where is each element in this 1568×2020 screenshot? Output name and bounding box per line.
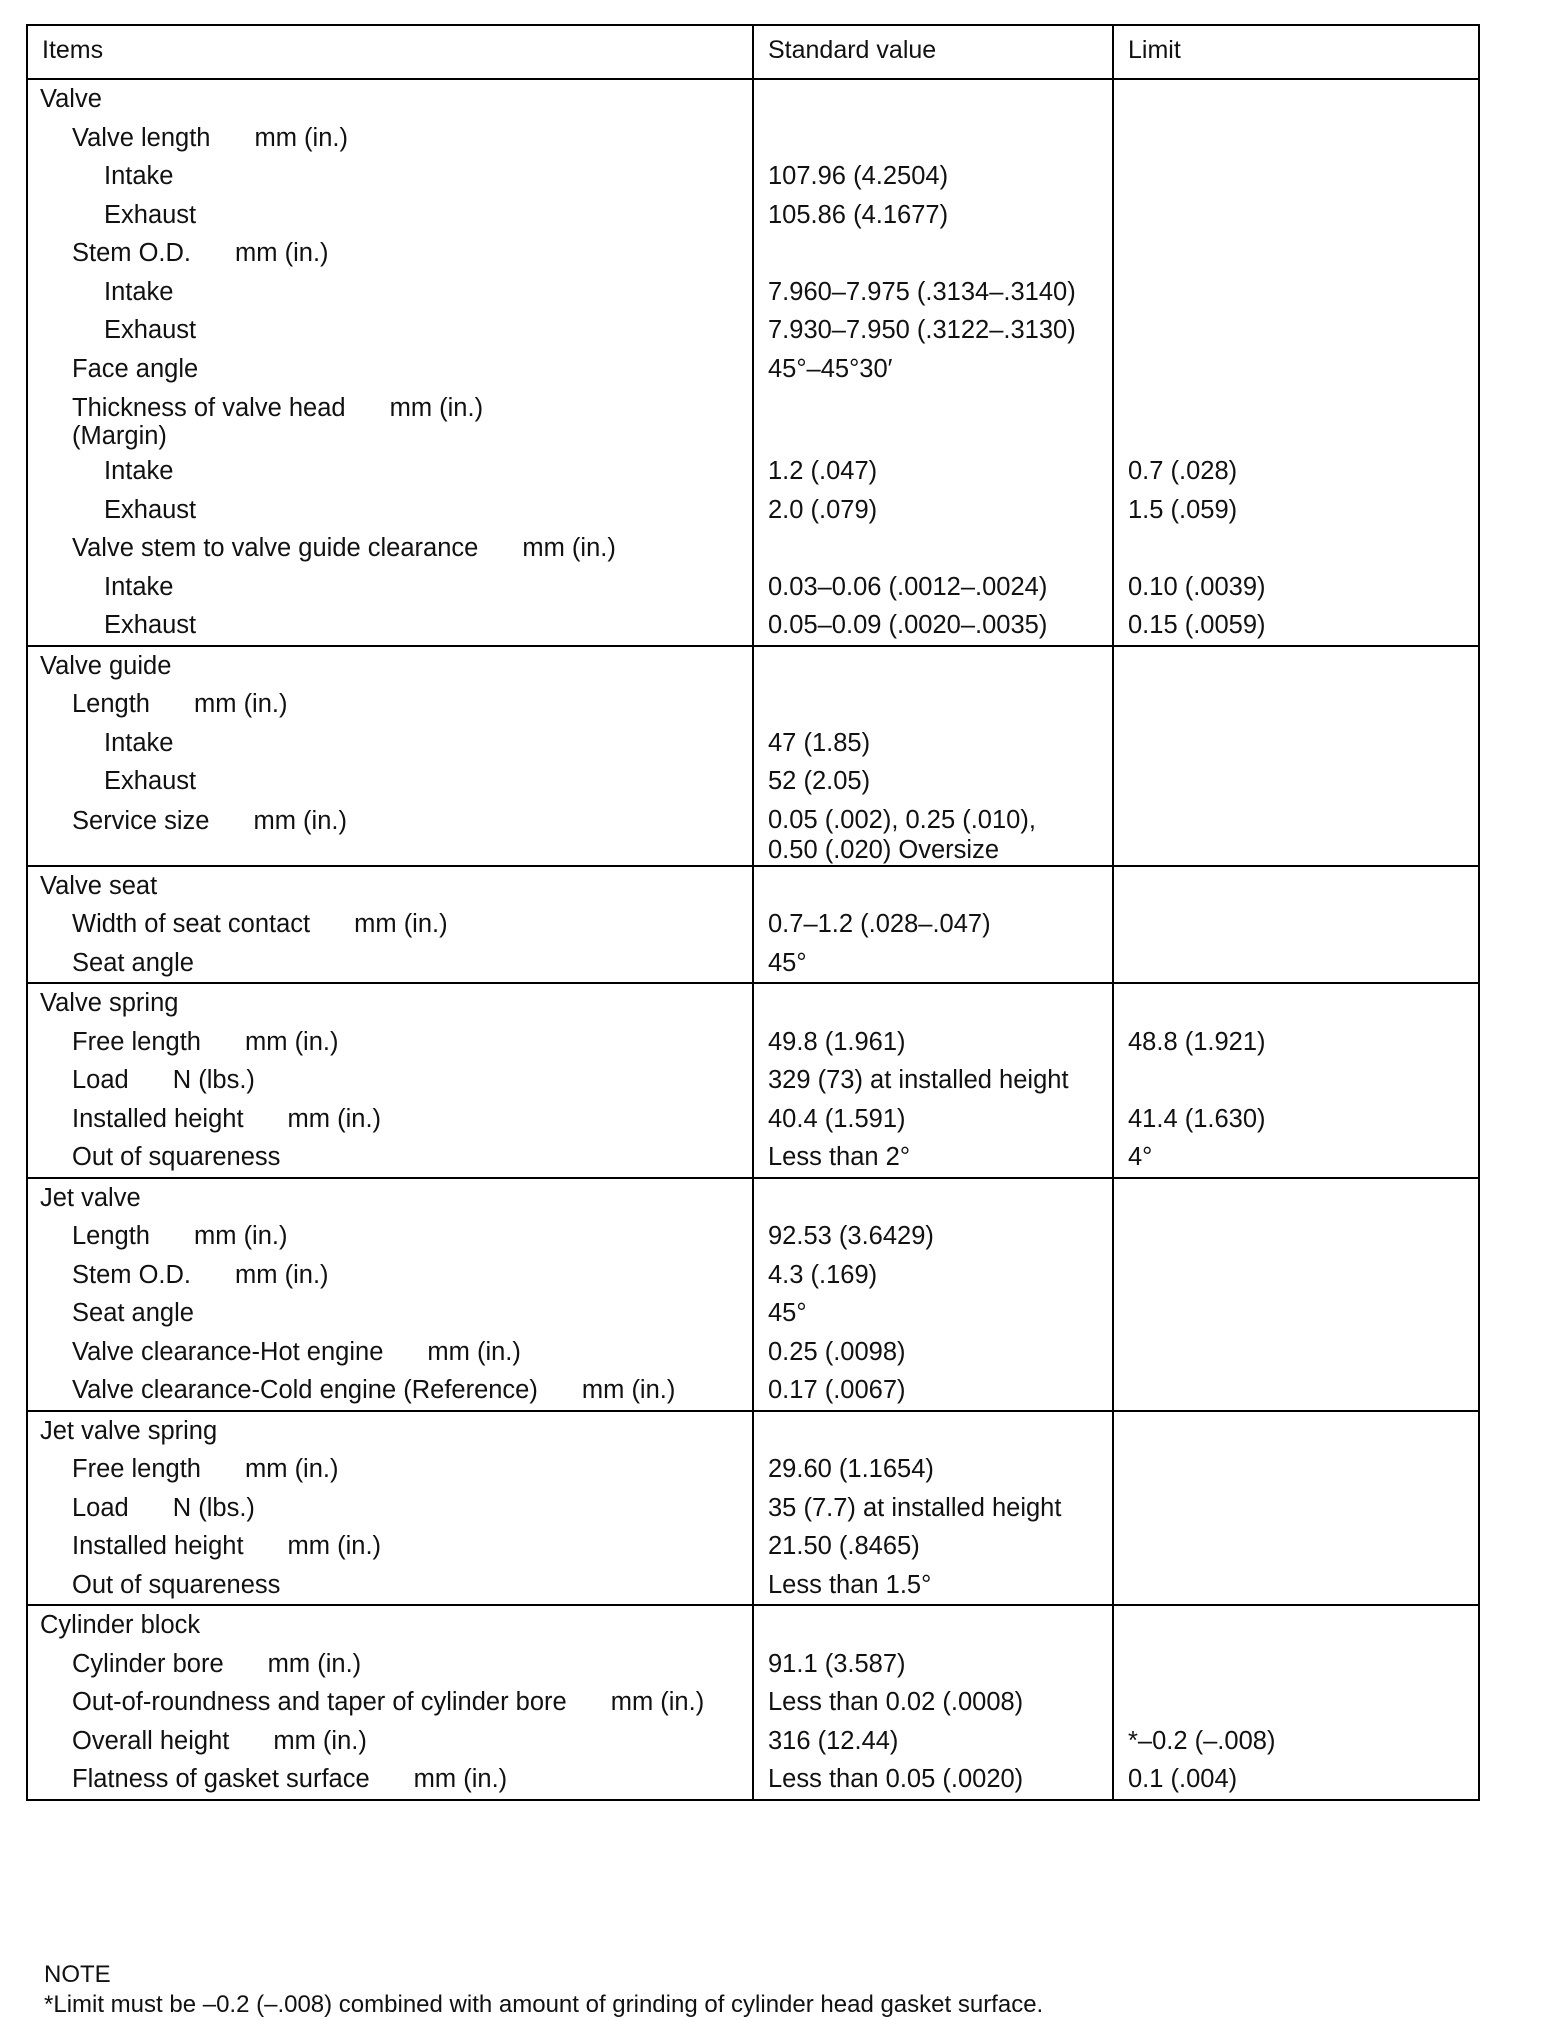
item-name: Intake bbox=[104, 572, 174, 601]
item-name: Valve clearance-Hot engine bbox=[72, 1337, 384, 1366]
item-label bbox=[28, 1100, 752, 1139]
limit-value bbox=[1114, 724, 1478, 763]
standard-value: 35 (7.7) at installed height bbox=[768, 1493, 1062, 1522]
limit-cell bbox=[1113, 646, 1479, 866]
item-name: Installed height bbox=[72, 1104, 244, 1133]
item-label bbox=[28, 1527, 752, 1566]
items-cell bbox=[27, 1411, 753, 1606]
item-unit: mm (in.) bbox=[235, 239, 329, 267]
standard-value: 92.53 (3.6429) bbox=[768, 1222, 934, 1250]
header-row bbox=[27, 25, 1479, 79]
item-name: Exhaust bbox=[104, 611, 197, 639]
limit-value bbox=[1114, 388, 1478, 452]
limit-cell bbox=[1113, 1178, 1479, 1411]
item-name: Intake bbox=[104, 457, 174, 485]
item-unit: mm (in.) bbox=[413, 1765, 508, 1793]
limit-value: 1.5 (.059) bbox=[1128, 495, 1238, 524]
standard-value-cell bbox=[753, 79, 1113, 646]
standard-value: 0.7–1.2 (.028–.047) bbox=[768, 910, 991, 938]
limit-value bbox=[1114, 905, 1478, 944]
item-label bbox=[28, 273, 752, 312]
item-name: Stem O.D. bbox=[72, 239, 192, 267]
limit-value bbox=[1114, 1256, 1478, 1295]
item-name: Out of squareness bbox=[72, 1143, 281, 1171]
limit-value bbox=[1114, 350, 1478, 389]
section-cylinder-block bbox=[27, 1605, 1479, 1800]
blank-line bbox=[754, 1412, 1112, 1451]
limit-value: 0.10 (.0039) bbox=[1128, 572, 1266, 601]
items-cell bbox=[27, 79, 753, 646]
section-jet-valve bbox=[27, 1178, 1479, 1411]
limit-value: 0.15 (.0059) bbox=[1128, 611, 1266, 639]
items-cell bbox=[27, 1178, 753, 1411]
standard-value: 0.05–0.09 (.0020–.0035) bbox=[768, 611, 1048, 639]
standard-value: 0.25 (.0098) bbox=[768, 1337, 906, 1366]
item-unit: N (lbs.) bbox=[172, 1493, 255, 1522]
limit-value: 4° bbox=[1128, 1143, 1153, 1171]
header-items: Items bbox=[27, 25, 753, 79]
limit-cell bbox=[1113, 79, 1479, 646]
header-limit: Limit bbox=[1113, 25, 1479, 79]
item-name: Thickness of valve head bbox=[72, 394, 346, 422]
item-unit: mm (in.) bbox=[522, 534, 616, 562]
limit-value bbox=[1114, 1294, 1478, 1333]
section-title: Valve guide bbox=[40, 651, 172, 680]
standard-value-line: 0.50 (.020) Oversize bbox=[768, 835, 1000, 864]
limit-value: 0.7 (.028) bbox=[1128, 457, 1238, 485]
section-jet-valve-spring bbox=[27, 1411, 1479, 1606]
item-name: Exhaust bbox=[104, 767, 197, 795]
blank-line bbox=[754, 647, 1112, 686]
blank-line bbox=[754, 984, 1112, 1023]
item-name: Service size bbox=[72, 806, 210, 835]
item-name: Installed height bbox=[72, 1532, 244, 1560]
item-name: Intake bbox=[104, 728, 174, 757]
limit-value bbox=[1114, 801, 1478, 865]
section-title: Valve bbox=[40, 85, 102, 113]
item-label bbox=[28, 685, 752, 724]
standard-value: 329 (73) at installed height bbox=[768, 1066, 1069, 1094]
item-name: Load bbox=[72, 1493, 129, 1522]
item-label bbox=[28, 1294, 752, 1333]
standard-value bbox=[754, 234, 1112, 273]
standard-value: 52 (2.05) bbox=[768, 767, 871, 795]
standard-value bbox=[754, 801, 1112, 865]
standard-value-cell bbox=[753, 1411, 1113, 1606]
section-valve bbox=[27, 79, 1479, 646]
item-label bbox=[28, 388, 752, 452]
limit-cell bbox=[1113, 866, 1479, 984]
item-unit: mm (in.) bbox=[267, 1649, 362, 1678]
item-unit: mm (in.) bbox=[273, 1726, 367, 1755]
standard-value: 21.50 (.8465) bbox=[768, 1532, 920, 1560]
item-name: Exhaust bbox=[104, 495, 197, 524]
item-label bbox=[28, 1722, 752, 1761]
standard-value: Less than 0.02 (.0008) bbox=[768, 1688, 1024, 1716]
footnote bbox=[44, 1960, 1043, 2020]
section-valve-spring bbox=[27, 983, 1479, 1178]
standard-value: Less than 2° bbox=[768, 1143, 911, 1171]
item-unit: mm (in.) bbox=[287, 1104, 382, 1133]
limit-cell bbox=[1113, 1411, 1479, 1606]
item-unit: N (lbs.) bbox=[172, 1066, 255, 1094]
limit-value bbox=[1114, 1450, 1478, 1489]
standard-value bbox=[754, 685, 1112, 724]
limit-value bbox=[1114, 1489, 1478, 1528]
spec-table bbox=[26, 24, 1480, 1801]
limit-value bbox=[1114, 234, 1478, 273]
item-label bbox=[28, 1023, 752, 1062]
item-label bbox=[28, 762, 752, 801]
standard-value: 7.960–7.975 (.3134–.3140) bbox=[768, 277, 1076, 306]
limit-value: 48.8 (1.921) bbox=[1128, 1027, 1266, 1056]
item-unit: mm (in.) bbox=[194, 690, 288, 718]
standard-value-cell bbox=[753, 983, 1113, 1178]
item-name: Free length bbox=[72, 1455, 201, 1483]
limit-value: *–0.2 (–.008) bbox=[1128, 1726, 1276, 1755]
section-valve-guide bbox=[27, 646, 1479, 866]
item-label bbox=[28, 311, 752, 350]
standard-value: 45° bbox=[768, 1299, 807, 1327]
limit-value bbox=[1114, 944, 1478, 983]
item-label bbox=[28, 350, 752, 389]
item-name: Overall height bbox=[72, 1726, 230, 1755]
item-unit: mm (in.) bbox=[194, 1222, 288, 1250]
section-title: Jet valve spring bbox=[40, 1416, 218, 1445]
standard-value: 0.17 (.0067) bbox=[768, 1376, 906, 1404]
standard-value: 40.4 (1.591) bbox=[768, 1104, 906, 1133]
blank-line bbox=[754, 1606, 1112, 1645]
header-standard-value: Standard value bbox=[753, 25, 1113, 79]
items-cell bbox=[27, 983, 753, 1178]
limit-value bbox=[1114, 762, 1478, 801]
item-name: Cylinder bore bbox=[72, 1649, 224, 1678]
limit-value bbox=[1114, 196, 1478, 235]
item-name: Intake bbox=[104, 162, 174, 190]
blank-line bbox=[1114, 80, 1478, 119]
limit-value bbox=[1114, 529, 1478, 568]
item-name: Length bbox=[72, 690, 150, 718]
limit-value bbox=[1114, 311, 1478, 350]
standard-value: 49.8 (1.961) bbox=[768, 1027, 906, 1056]
item-label bbox=[28, 1138, 752, 1177]
item-name: Intake bbox=[104, 277, 174, 306]
blank-line bbox=[754, 867, 1112, 906]
item-label bbox=[28, 119, 752, 158]
limit-value bbox=[1114, 157, 1478, 196]
item-label bbox=[28, 1256, 752, 1295]
blank-line bbox=[1114, 1179, 1478, 1218]
limit-value bbox=[1114, 1527, 1478, 1566]
item-name: Out-of-roundness and taper of cylinder bore bbox=[72, 1688, 567, 1716]
limit-value bbox=[1114, 119, 1478, 158]
item-label bbox=[28, 196, 752, 235]
limit-cell bbox=[1113, 1605, 1479, 1800]
blank-line bbox=[1114, 1412, 1478, 1451]
section-title: Cylinder block bbox=[40, 1611, 201, 1639]
limit-value bbox=[1114, 1061, 1478, 1100]
item-label bbox=[28, 157, 752, 196]
standard-value: 1.2 (.047) bbox=[768, 457, 878, 485]
limit-value: 41.4 (1.630) bbox=[1128, 1104, 1266, 1133]
item-label bbox=[28, 1645, 752, 1684]
blank-line bbox=[754, 80, 1112, 119]
item-label bbox=[28, 1371, 752, 1410]
standard-value: 107.96 (4.2504) bbox=[768, 162, 949, 190]
item-label bbox=[28, 905, 752, 944]
items-cell bbox=[27, 866, 753, 984]
item-label bbox=[28, 452, 752, 491]
section-title: Jet valve bbox=[40, 1183, 141, 1212]
item-name: Flatness of gasket surface bbox=[72, 1765, 370, 1793]
item-name: Valve length bbox=[72, 123, 211, 152]
blank-line bbox=[754, 1179, 1112, 1218]
standard-value: Less than 0.05 (.0020) bbox=[768, 1765, 1024, 1793]
section-title: Valve seat bbox=[40, 871, 158, 900]
item-name: Seat angle bbox=[72, 1299, 194, 1327]
item-name: Exhaust bbox=[104, 316, 197, 344]
blank-line bbox=[1114, 867, 1478, 906]
item-unit: mm (in.) bbox=[581, 1376, 676, 1404]
item-unit: mm (in.) bbox=[235, 1260, 329, 1289]
item-name: Valve clearance-Cold engine (Reference) bbox=[72, 1376, 538, 1404]
item-label bbox=[28, 234, 752, 273]
item-label bbox=[28, 529, 752, 568]
item-name: Out of squareness bbox=[72, 1570, 281, 1599]
item-label bbox=[28, 724, 752, 763]
standard-value: 47 (1.85) bbox=[768, 728, 871, 757]
item-unit: mm (in.) bbox=[427, 1337, 521, 1366]
item-unit: mm (in.) bbox=[254, 123, 348, 152]
item-label bbox=[28, 1333, 752, 1372]
standard-value bbox=[754, 119, 1112, 158]
standard-value: 105.86 (4.1677) bbox=[768, 200, 949, 229]
standard-value-cell bbox=[753, 646, 1113, 866]
standard-value: 45° bbox=[768, 948, 807, 977]
standard-value: 7.930–7.950 (.3122–.3130) bbox=[768, 316, 1076, 344]
section-title: Valve spring bbox=[40, 989, 179, 1017]
item-name: Stem O.D. bbox=[72, 1260, 192, 1289]
item-label bbox=[28, 1683, 752, 1722]
note-title: NOTE bbox=[44, 1961, 111, 1988]
standard-value-cell bbox=[753, 866, 1113, 984]
limit-value bbox=[1114, 1683, 1478, 1722]
standard-value bbox=[754, 529, 1112, 568]
blank-line bbox=[1114, 1606, 1478, 1645]
item-label bbox=[28, 1489, 752, 1528]
item-label bbox=[28, 1450, 752, 1489]
standard-value: 0.03–0.06 (.0012–.0024) bbox=[768, 572, 1048, 601]
limit-value bbox=[1114, 1333, 1478, 1372]
item-name: Exhaust bbox=[104, 200, 197, 229]
items-cell bbox=[27, 1605, 753, 1800]
item-name: Load bbox=[72, 1066, 129, 1094]
blank-line bbox=[1114, 647, 1478, 686]
item-name: Width of seat contact bbox=[72, 910, 311, 938]
standard-value: 4.3 (.169) bbox=[768, 1260, 878, 1289]
item-name: Length bbox=[72, 1222, 150, 1250]
limit-value bbox=[1114, 1371, 1478, 1410]
note-text: *Limit must be –0.2 (–.008) combined with amount of grinding of cylinder head gasket surface. bbox=[44, 1991, 1044, 2018]
item-label bbox=[28, 944, 752, 983]
item-label bbox=[28, 1566, 752, 1605]
limit-value bbox=[1114, 1645, 1478, 1684]
standard-value-cell bbox=[753, 1178, 1113, 1411]
standard-value: 316 (12.44) bbox=[768, 1726, 899, 1755]
item-label bbox=[28, 491, 752, 530]
blank-line bbox=[1114, 984, 1478, 1023]
standard-value: 2.0 (.079) bbox=[768, 495, 878, 524]
limit-value bbox=[1114, 273, 1478, 312]
item-label bbox=[28, 568, 752, 607]
item-label bbox=[28, 801, 752, 865]
items-cell bbox=[27, 646, 753, 866]
standard-value-cell bbox=[753, 1605, 1113, 1800]
limit-value: 0.1 (.004) bbox=[1128, 1765, 1238, 1793]
standard-value: 91.1 (3.587) bbox=[768, 1649, 906, 1678]
limit-cell bbox=[1113, 983, 1479, 1178]
limit-value bbox=[1114, 1217, 1478, 1256]
limit-value bbox=[1114, 685, 1478, 724]
item-unit: mm (in.) bbox=[287, 1532, 382, 1560]
item-label bbox=[28, 1217, 752, 1256]
item-unit: mm (in.) bbox=[245, 1455, 339, 1483]
item-name: Face angle bbox=[72, 354, 199, 383]
item-unit: mm (in.) bbox=[389, 394, 484, 422]
item-label bbox=[28, 1061, 752, 1100]
item-name: Seat angle bbox=[72, 948, 194, 977]
standard-value bbox=[754, 388, 1112, 452]
item-name: Valve stem to valve guide clearance bbox=[72, 534, 479, 562]
item-label bbox=[28, 606, 752, 645]
standard-value: 29.60 (1.1654) bbox=[768, 1455, 934, 1483]
limit-value bbox=[1114, 1566, 1478, 1605]
standard-value: Less than 1.5° bbox=[768, 1570, 932, 1599]
item-name: Free length bbox=[72, 1027, 201, 1056]
section-valve-seat bbox=[27, 866, 1479, 984]
standard-value: 45°–45°30′ bbox=[768, 354, 893, 383]
item-unit: mm (in.) bbox=[610, 1688, 705, 1716]
item-name-continued: (Margin) bbox=[72, 422, 167, 450]
item-unit: mm (in.) bbox=[245, 1027, 339, 1056]
item-unit: mm (in.) bbox=[354, 910, 448, 938]
standard-value-line: 0.05 (.002), 0.25 (.010), bbox=[768, 805, 1036, 834]
item-label bbox=[28, 1760, 752, 1799]
item-unit: mm (in.) bbox=[253, 806, 347, 835]
